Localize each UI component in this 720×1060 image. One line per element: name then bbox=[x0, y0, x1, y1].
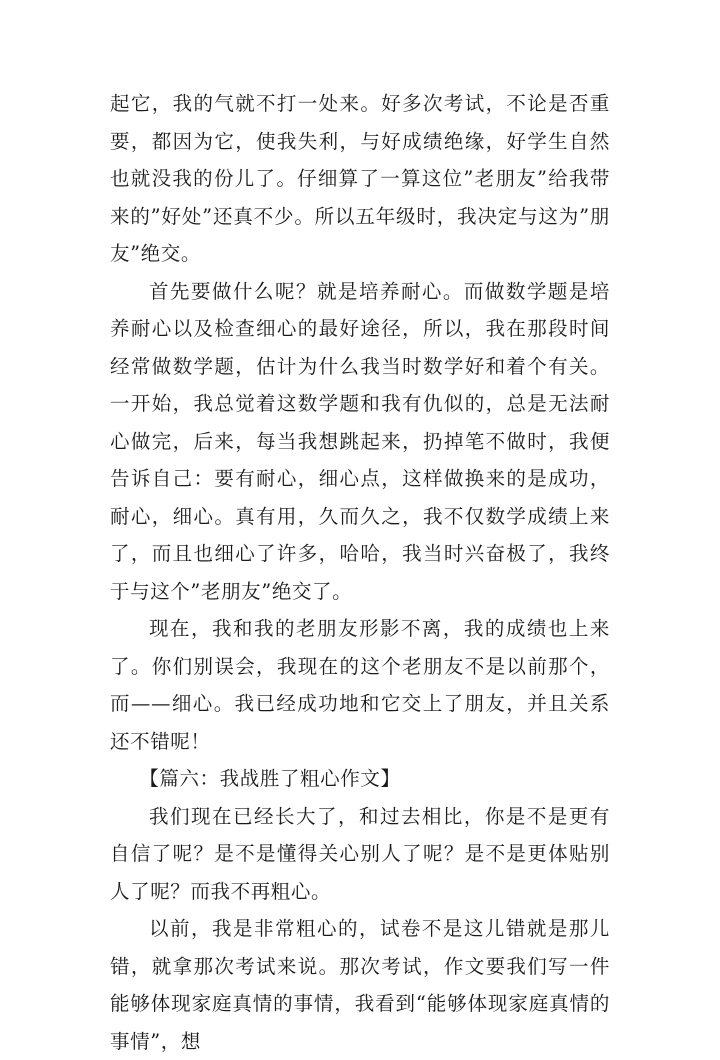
paragraph: 首先要做什么呢？就是培养耐心。而做数学题是培养耐心以及检查细心的最好途径，所以，我在那段时间经常做数学题，估计为什么我当时数学好和着个有关。一开始，我总觉着这数学题和我有仇似的，总是无法耐心做完，后来，每当我想跳起来，扔掉笔不做时，我便告诉自己：要有耐心，细心点，这样做换来的是成功，耐心，细心。真有用，久而久之，我不仅数学成绩上来了，而且也细心了许多，哈哈，我当时兴奋极了，我终于与这个”老朋友”绝交了。 bbox=[110, 279, 610, 603]
essay-text bbox=[110, 85, 610, 1060]
paragraph-continuation: 起它，我的气就不打一处来。好多次考试，不论是否重要，都因为它，使我失利，与好成绩绝缘，好学生自然也就没我的份儿了。仔细算了一算这位”老朋友”给我带来的”好处”还真不少。所以五年级时，我决定与这为”朋友”绝交。 bbox=[110, 92, 610, 265]
paragraph: 我们现在已经长大了，和过去相比，你是不是更有自信了呢？是不是懂得关心别人了呢？是不是更体贴别人了呢？而我不再粗心。 bbox=[110, 804, 610, 903]
paragraph: 现在，我和我的老朋友形影不离，我的成绩也上来了。你们别误会，我现在的这个老朋友不是以前那个，而——细心。我已经成功地和它交上了朋友，并且关系还不错呢！ bbox=[110, 617, 610, 753]
section-heading: 【篇六：我战胜了粗心作文】 bbox=[139, 767, 401, 790]
paragraph: 以前，我是非常粗心的，试卷不是这儿错就是那儿错，就拿那次考试来说。那次考试，作文要我们写一件能够体现家庭真情的事情，我看到“能够体现家庭真情的事情”，想 bbox=[110, 917, 610, 1053]
